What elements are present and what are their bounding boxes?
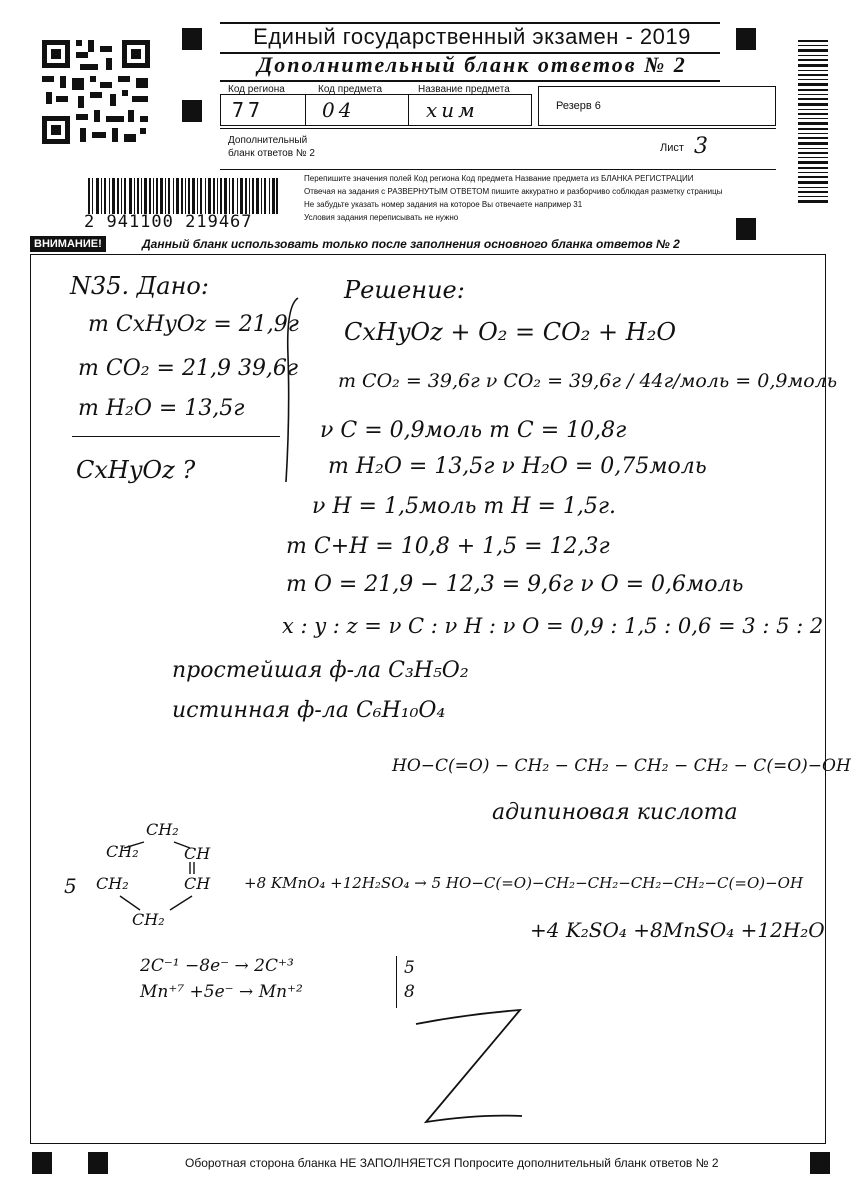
registration-marker [32, 1152, 52, 1174]
barcode-number: 2 941100 219467 [84, 212, 253, 232]
instructions [304, 172, 784, 224]
qr-code [40, 38, 152, 146]
sheet-label: Лист [660, 142, 684, 154]
solution-line: ν H = 1,5моль m H = 1,5г. [312, 494, 616, 519]
ring-bonds [100, 830, 210, 920]
solution-line: m H₂O = 13,5г ν H₂O = 0,75моль [328, 454, 707, 479]
solution-line: x : y : z = ν C : ν H : ν O = 0,9 : 1,5 : 0,6 = 3 : 5 : 2 [282, 614, 824, 638]
given-line: m CxHyOz = 21,9г [88, 312, 299, 337]
balance-line: Mn⁺⁷ +5e⁻ → Mn⁺² [140, 982, 303, 1002]
ring-right-mid: CH [184, 874, 211, 893]
ring-bottom: CH₂ [132, 910, 165, 929]
solution-line: CxHyOz + O₂ = CO₂ + H₂O [344, 318, 676, 346]
warning-bar [30, 236, 830, 252]
footer-note: Оборотная сторона бланка НЕ ЗАПОЛНЯЕТСЯ Попросите дополнительный бланк ответов № 2 [185, 1156, 719, 1170]
given-line: m CO₂ = 21,9 39,6г [78, 356, 299, 381]
instruction-line: Перепишите значения полей Код региона Код предмета Название предмета из БЛАНКА РЕГИСТРАЦИИ [304, 174, 694, 183]
given-title: N35. Дано: [70, 272, 209, 300]
sheet-value[interactable]: 3 [694, 134, 708, 159]
additional-label-line-1: Дополнительный [228, 135, 308, 146]
reaction-line: +4 K₂SO₄ +8MnSO₄ +12H₂O [530, 918, 825, 942]
barcode [88, 178, 278, 214]
solution-title: Решение: [344, 276, 465, 304]
ring-top: CH₂ [146, 820, 179, 839]
subject-name-label: Название предмета [418, 84, 510, 95]
balance-line: 2C⁻¹ −8e⁻ → 2C⁺³ [140, 956, 294, 976]
region-label: Код региона [228, 84, 285, 95]
subject-code-label: Код предмета [318, 84, 383, 95]
warning-badge: ВНИМАНИЕ! [30, 236, 106, 252]
solution-line: ν C = 0,9моль m C = 10,8г [320, 418, 627, 443]
subject-code-value[interactable]: 04 [322, 98, 356, 122]
ring-right: CH [184, 844, 211, 863]
warning-text: Данный бланк использовать только после заполнения основного бланка ответов № 2 [142, 237, 680, 251]
page-title: Единый государственный экзамен - 2019 [253, 24, 691, 49]
instruction-line: Условия задания переписывать не нужно [304, 213, 459, 222]
solution-line: m O = 21,9 − 12,3 = 9,6г ν O = 0,6моль [286, 572, 744, 597]
solution-line: простейшая ф-ла C₃H₅O₂ [172, 658, 469, 683]
form-title: Дополнительный бланк ответов № 2 [257, 52, 687, 77]
solution-line: истинная ф-ла C₆H₁₀O₄ [172, 698, 446, 723]
instruction-line: Отвечая на задания с РАЗВЕРНУТЫМ ОТВЕТОМ пишите аккуратно и разборчиво соблюдая разметку страницы [304, 187, 723, 196]
fields-divider [408, 94, 409, 126]
registration-marker [810, 1152, 830, 1174]
balance-coefficient: 5 [404, 958, 415, 978]
acid-name: адипиновая кислота [492, 800, 738, 825]
given-line: m H₂O = 13,5г [78, 396, 245, 421]
additional-label [228, 134, 315, 160]
fields-box [220, 94, 532, 126]
registration-marker [88, 1152, 108, 1174]
ring-left-top: CH₂ [106, 842, 139, 861]
region-value[interactable]: 77 [232, 98, 265, 122]
balance-coefficient: 8 [404, 982, 415, 1002]
fields-divider [305, 94, 306, 126]
subject-name-value[interactable]: хим [426, 98, 479, 122]
ring-left-mid: CH₂ [96, 874, 129, 893]
balance-divider [396, 956, 397, 1008]
registration-marker [182, 28, 202, 50]
solution-line: m CO₂ = 39,6г ν CO₂ = 39,6г / 44г/моль = 0,9моль [338, 370, 838, 392]
coefficient: 5 [64, 874, 77, 898]
side-barcode [798, 40, 828, 206]
solution-line: m C+H = 10,8 + 1,5 = 12,3г [286, 534, 610, 559]
reaction-line: +8 KMnO₄ +12H₂SO₄ → 5 HO−C(=O)−CH₂−CH₂−CH₂−CH₂−C(=O)−OH [244, 874, 804, 892]
form-title-rule [220, 80, 720, 82]
given-underline [72, 436, 280, 437]
registration-marker [182, 100, 202, 122]
solution-bracket [282, 296, 302, 486]
reserve-label: Резерв 6 [556, 100, 601, 112]
given-question: CxHyOz ? [76, 456, 196, 484]
registration-marker [736, 28, 756, 50]
additional-label-line-2: бланк ответов № 2 [228, 148, 315, 159]
instruction-line: Не забудьте указать номер задания на которое Вы отвечаете например 31 [304, 200, 583, 209]
structural-formula: HO−C(=O) − CH₂ − CH₂ − CH₂ − CH₂ − C(=O)−OH [392, 756, 851, 776]
cancel-mark-z [408, 1006, 528, 1126]
